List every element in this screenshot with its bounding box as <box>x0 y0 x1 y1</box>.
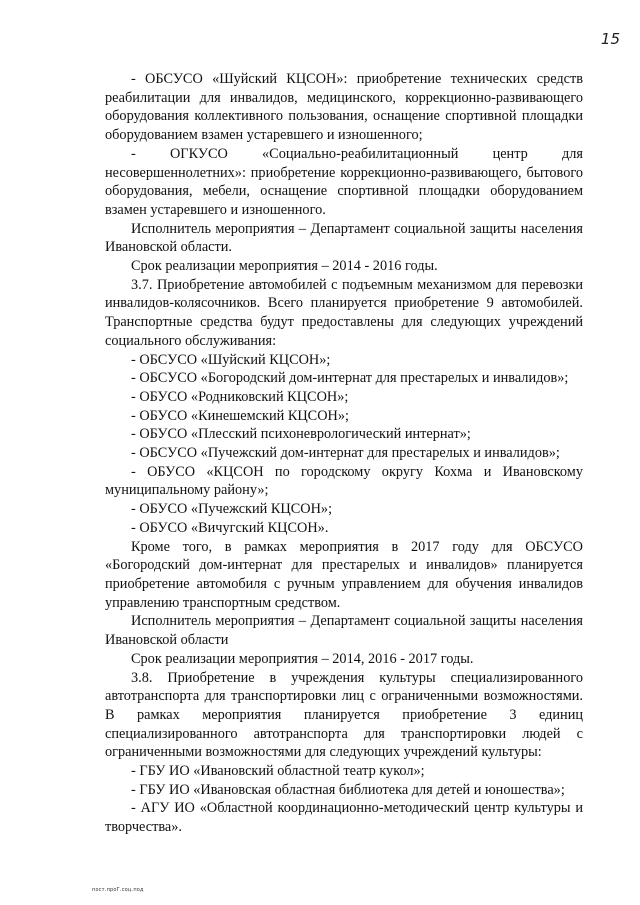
culture-item-3: - АГУ ИО «Областной координационно-методический центр культуры и творчества». <box>105 800 583 836</box>
culture-item-2: - ГБУ ИО «Ивановская областная библиотека для детей и юношества»; <box>131 781 565 798</box>
paragraph-1: - ОБСУСО «Шуйский КЦСОН»: приобретение технических средств реабилитации для инвалидов, медицинского, коррекционно-развивающего оборудования коллективного пользования, оснащение спортивной площадки оборудованием взамен устаревшего и изношенного; <box>105 71 583 144</box>
list-item-7: - ОБУСО «КЦСОН по городскому округу Кохма и Ивановскому муниципальному району»; <box>105 463 583 499</box>
list-item-8: - ОБУСО «Пучежский КЦСОН»; <box>131 501 333 518</box>
paragraph-3: Исполнитель мероприятия – Департамент социальной защиты населения Ивановской области. <box>105 220 583 256</box>
paragraph-9: 3.8. Приобретение в учреждения культуры специализированного автотранспорта для транспортировки лиц с ограниченными возможностями. В рамках мероприятия планируется приобретение 3 единиц специализированного автотранспорта для транспортировки людей с ограниченными возможностями для следующих учреждений культуры: <box>105 669 583 761</box>
paragraph-8: Срок реализации мероприятия – 2014, 2016 - 2017 годы. <box>131 650 474 667</box>
paragraph-4: Срок реализации мероприятия – 2014 - 2016 годы. <box>131 258 438 275</box>
paragraph-6: Кроме того, в рамках мероприятия в 2017 году для ОБСУСО «Богородский дом-интернат для престарелых и инвалидов» планируется приобретение автомобиля с ручным управлением для обучения инвалидов управлению транспортным средством. <box>105 538 583 611</box>
paragraph-7: Исполнитель мероприятия – Департамент социальной защиты населения Ивановской области <box>105 613 583 649</box>
list-item-2: - ОБСУСО «Богородский дом-интернат для престарелых и инвалидов»; <box>131 370 569 387</box>
list-item-1: - ОБСУСО «Шуйский КЦСОН»; <box>131 351 331 368</box>
footer-file-code: пост.проГ.соц.под <box>92 887 144 893</box>
list-item-4: - ОБУСО «Кинешемский КЦСОН»; <box>131 407 349 424</box>
list-item-3: - ОБУСО «Родниковский КЦСОН»; <box>131 388 349 405</box>
page-number: 15 <box>600 30 620 48</box>
document-body <box>105 70 583 837</box>
paragraph-2: - ОГКУСО «Социально-реабилитационный центр для несовершеннолетних»: приобретение коррекционно-развивающего, бытового оборудования, мебели, оснащение спортивной площадки оборудованием взамен устаревшего и изношенного. <box>105 145 583 218</box>
culture-item-1: - ГБУ ИО «Ивановский областной театр кукол»; <box>131 763 425 780</box>
list-item-6: - ОБСУСО «Пучежский дом-интернат для престарелых и инвалидов»; <box>131 445 560 462</box>
list-item-9: - ОБУСО «Вичугский КЦСОН». <box>131 519 329 536</box>
list-item-5: - ОБУСО «Плесский психоневрологический интернат»; <box>131 426 471 443</box>
paragraph-5: 3.7. Приобретение автомобилей с подъемным механизмом для перевозки инвалидов-колясочников. Всего планируется приобретение 9 автомобилей. Транспортные средства будут предоставлены для следующих учреждений социального обслуживания: <box>105 276 583 349</box>
